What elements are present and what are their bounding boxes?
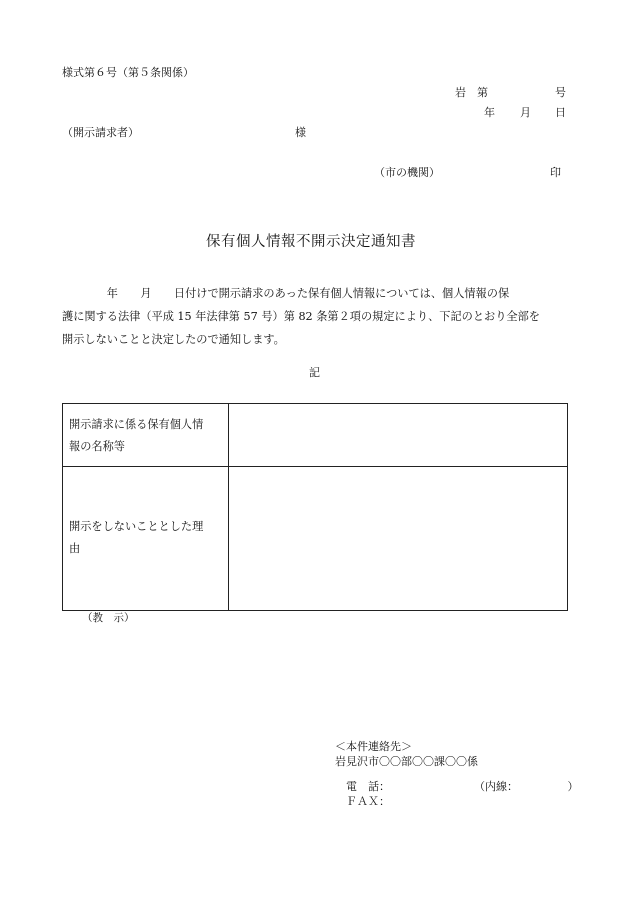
info-table [62, 403, 568, 611]
contact-phone-label: 電 話： [346, 780, 390, 793]
table-row-label: 開示請求に係る保有個人情 報の名称等 [69, 418, 204, 453]
body-paragraph [62, 282, 540, 351]
table-row-label: 開示をしないこととした理 由 [69, 520, 204, 555]
date-day: 日 [555, 106, 566, 119]
table-column-divider [228, 404, 229, 610]
body-line: 護に関する法律（平成 15 年法律第 57 号）第 82 条第２項の規定により、下記のとおり全部を [62, 310, 540, 323]
doc-number-prefix: 岩 第 [455, 86, 488, 99]
ki-heading: 記 [309, 366, 320, 379]
instruction-label: （教 示） [82, 612, 135, 624]
recipient-label: （開示請求者） [62, 126, 139, 139]
issuer-label: （市の機関） [374, 166, 440, 179]
date-month: 月 [520, 106, 531, 119]
contact-fax-label: ＦＡＸ： [346, 795, 390, 808]
contact-extension: （内線： ） [474, 780, 579, 793]
seal-mark: 印 [550, 166, 561, 179]
table-row-divider [63, 466, 567, 467]
doc-number-suffix: 号 [555, 86, 566, 99]
body-line: 年 月 日付けで開示請求のあった保有個人情報については、個人情報の保 [62, 287, 510, 300]
contact-heading: ＜本件連絡先＞ [335, 740, 412, 753]
body-line: 開示しないことと決定したので通知します。 [62, 333, 285, 346]
document-title: 保有個人情報不開示決定通知書 [206, 234, 416, 250]
date-year: 年 [484, 106, 495, 119]
contact-department: 岩見沢市〇〇部〇〇課〇〇係 [335, 755, 478, 768]
recipient-honorific: 様 [295, 126, 306, 139]
form-number: 様式第６号（第５条関係） [62, 66, 194, 79]
